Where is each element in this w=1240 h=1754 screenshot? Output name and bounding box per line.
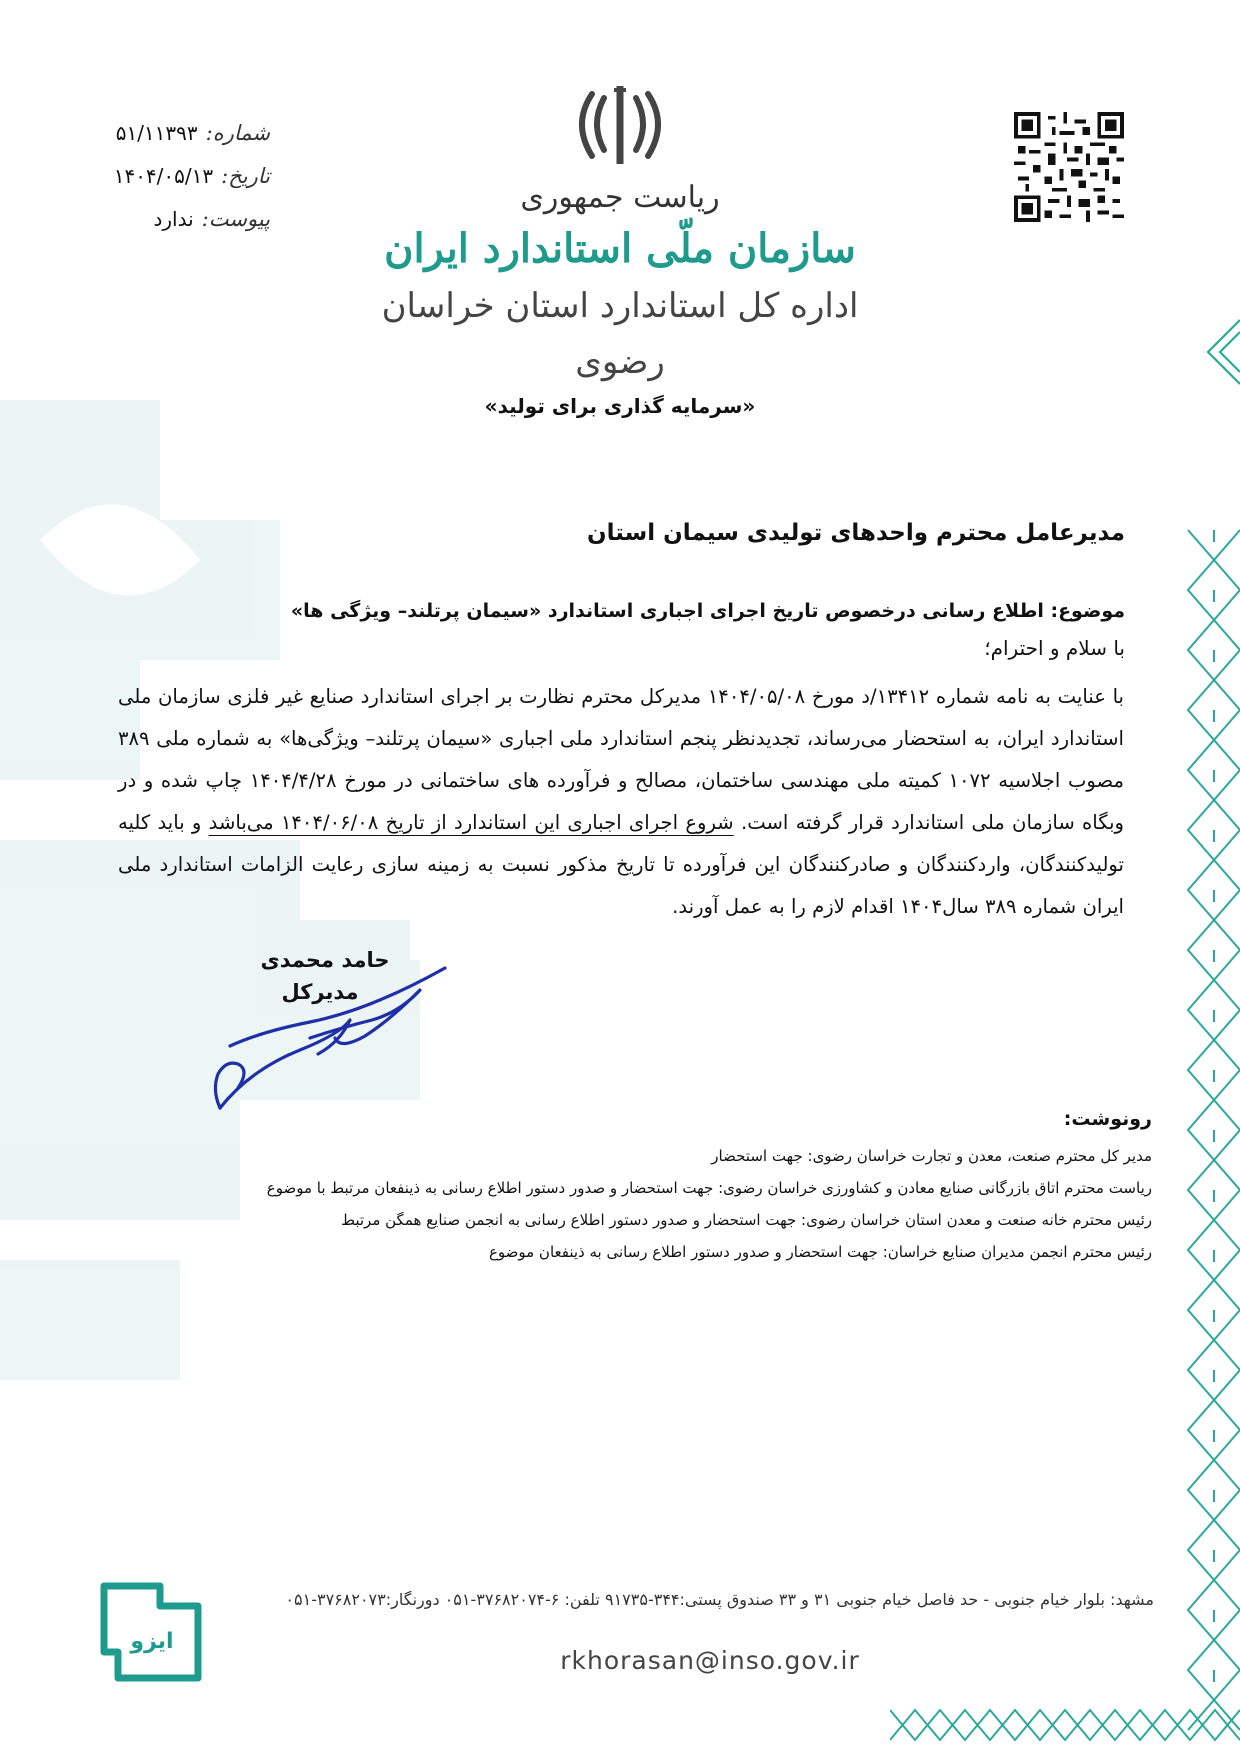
inso-logo xyxy=(100,1582,202,1682)
letter-body xyxy=(118,676,1124,928)
cc-item: رئیس محترم انجمن مدیران صنایع خراسان: جهت استحضار و صدور دستور اطلاع رسانی به ذینفعان موضوع xyxy=(488,1243,1152,1261)
letter-date-label: تاریخ: xyxy=(221,164,270,188)
department-name: اداره کل استاندارد استان خراسان رضوی xyxy=(381,286,859,382)
organization-name: سازمان ملّی استاندارد ایران xyxy=(384,225,856,272)
footer-address: مشهد: بلوار خیام جنوبی - حد فاصل خیام جنوبی ۳۱ و ۳۳ صندوق پستی:۳۴۴-۹۱۷۳۵ تلفن: ۶-۳۷۶۸۲۰۷۴-۰۵۱ دورنگار:۳۷۶۸۲۰۷۳-۰۵۱ xyxy=(285,1590,1154,1609)
side-decorative-pattern xyxy=(1168,300,1240,1754)
letter-meta xyxy=(60,112,270,241)
logo-text: ایزو xyxy=(130,1629,174,1654)
slogan: «سرمایه گذاری برای تولید» xyxy=(484,394,756,418)
handwritten-signature xyxy=(190,950,460,1120)
letter-date-row xyxy=(60,155,270,198)
letter-attachment-label: پیوست: xyxy=(201,207,270,231)
cc-list xyxy=(230,1140,1152,1268)
subject-line: موضوع: اطلاع رسانی درخصوص تاریخ اجرای اجباری استاندارد «سیمان پرتلند– ویژگی ها» xyxy=(290,600,1125,622)
cc-item: رئیس محترم خانه صنعت و معدن استان خراسان رضوی: جهت استحضار و صدور دستور اطلاع رسانی به انجمن صنایع همگن مرتبط xyxy=(341,1211,1152,1229)
greeting: با سلام و احترام؛ xyxy=(984,636,1125,660)
signer-name: حامد محمدی xyxy=(260,948,390,972)
organization-header xyxy=(360,176,880,390)
footer-email[interactable]: rkhorasan@inso.gov.ir xyxy=(560,1646,860,1675)
presidency-line: ریاست جمهوری xyxy=(520,180,720,215)
body-text-part2: و باید کلیه تولیدکنندگان، واردکنندگان و صادرکنندگان این فرآورده تا تاریخ مذکور نسبت به زمینه سازی رعایت الزامات استاندارد ملی ایران شماره ۳۸۹ سال۱۴۰۴ اقدام لازم را به عمل آورند. xyxy=(118,811,1124,918)
letter-number-row xyxy=(60,112,270,155)
letter-attachment-row xyxy=(60,198,270,241)
cc-item: ریاست محترم اتاق بازرگانی صنایع معادن و کشاورزی خراسان رضوی: جهت استحضار و صدور دستور اطلاع رسانی به ذینفعان مرتبط با موضوع xyxy=(266,1179,1152,1197)
letter-number-label: شماره: xyxy=(205,121,270,145)
letter-attachment: ندارد xyxy=(153,207,194,231)
recipient: مدیرعامل محترم واحدهای تولیدی سیمان استان xyxy=(587,520,1125,546)
iran-emblem-icon xyxy=(570,84,670,170)
cc-item: مدیر کل محترم صنعت، معدن و تجارت خراسان رضوی: جهت استحضار xyxy=(711,1147,1152,1165)
bottom-decorative-pattern xyxy=(890,1700,1240,1754)
letter-date: ۱۴۰۴/۰۵/۱۳ xyxy=(113,164,214,188)
cc-title: رونوشت: xyxy=(1063,1108,1152,1130)
letter-number: ۵۱/۱۱۳۹۳ xyxy=(115,121,198,145)
body-text-part1: با عنایت به نامه شماره ۱۳۴۱۲/د مورخ ۱۴۰۴/۰۵/۰۸ مدیرکل محترم نظارت بر اجرای استاندارد صنایع غیر فلزی سازمان ملی استاندارد ایران، به استحضار می‌رساند، تجدیدنظر پنجم استاندارد ملی اجباری «سیمان پرتلند– ویژگی‌ها» به شماره ملی ۳۸۹ مصوب اجلاسیه ۱۰۷۲ کمیته ملی مهندسی ساختمان، مصالح و فرآورده های ساختمانی در مورخ ۱۴۰۴/۴/۲۸ چاپ شده و در وبگاه سازمان ملی استاندارد قرار گرفته است. xyxy=(118,685,1124,834)
qr-code-icon xyxy=(1014,112,1124,222)
body-underlined-text: شروع اجرای اجباری این استاندارد از تاریخ ۱۴۰۴/۰۶/۰۸ می‌باشد xyxy=(208,811,734,834)
signer-title: مدیرکل xyxy=(281,980,359,1004)
